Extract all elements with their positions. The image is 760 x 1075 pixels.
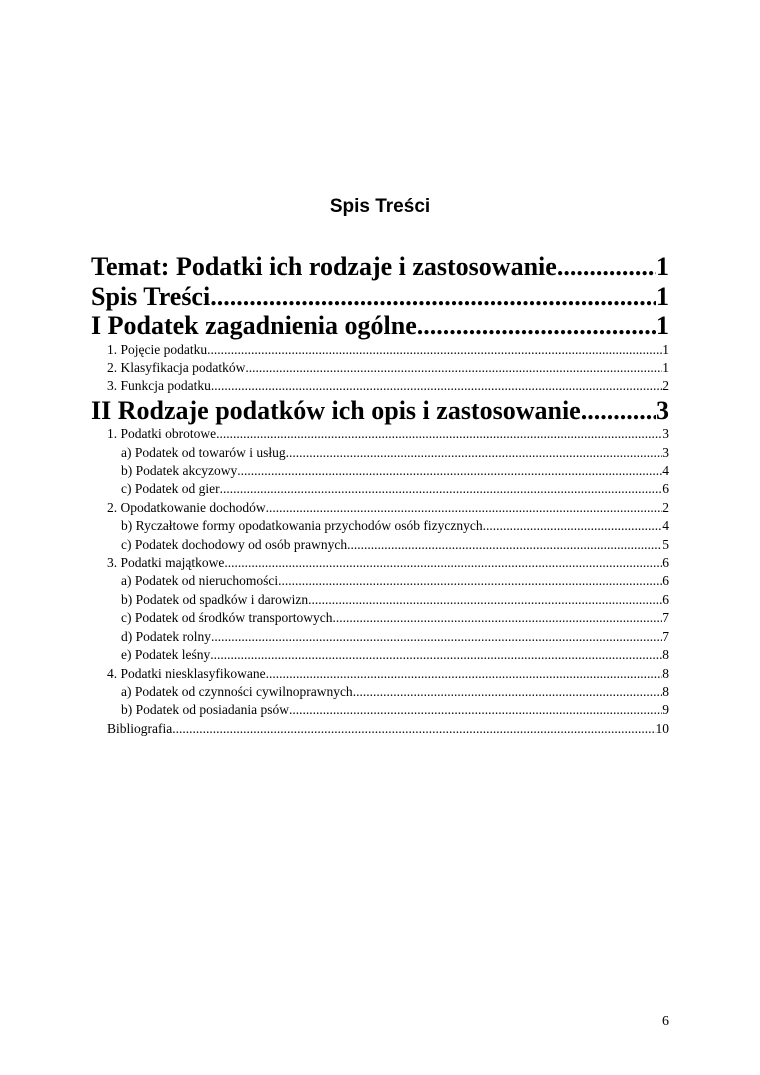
- toc-entry[interactable]: [91, 628, 669, 646]
- leader-dots: [286, 444, 663, 462]
- toc-entry-page: 3: [662, 426, 669, 442]
- leader-dots: [266, 665, 663, 683]
- toc-entry-page: 1: [662, 341, 669, 357]
- toc-entry-page: 3: [656, 395, 669, 425]
- toc-entry[interactable]: [91, 683, 669, 701]
- toc-heading: Spis Treści: [329, 196, 431, 217]
- leader-dots: [207, 341, 662, 359]
- leader-dots: [224, 554, 662, 572]
- toc-entry-label: 2. Opodatkowanie dochodów: [107, 499, 266, 515]
- toc-entry[interactable]: [91, 701, 669, 719]
- toc-entry-label: b) Podatek od spadków i darowizn: [121, 591, 309, 607]
- toc-entry-label: 3. Podatki majątkowe: [107, 555, 225, 571]
- toc-entry[interactable]: [91, 554, 669, 572]
- toc-entry-label: c) Podatek od gier: [121, 481, 220, 497]
- toc-entry-page: 3: [662, 444, 669, 460]
- leader-dots: [308, 591, 662, 609]
- toc-entry[interactable]: [91, 282, 669, 312]
- toc-entry-page: 5: [662, 536, 669, 552]
- toc-entry-label: I Podatek zagadnienia ogólne: [91, 311, 417, 340]
- toc-entry-label: a) Podatek od czynności cywilnoprawnych: [121, 683, 353, 699]
- toc-entry[interactable]: [91, 311, 669, 341]
- toc-entry-label: c) Podatek dochodowy od osób prawnych: [121, 536, 348, 552]
- toc-entry-page: 8: [662, 665, 669, 681]
- toc-entry[interactable]: [91, 396, 669, 426]
- toc-entry-label: Spis Treści: [91, 281, 211, 311]
- leader-dots: [210, 282, 656, 312]
- toc-entry-page: 2: [662, 499, 669, 515]
- toc-entry-page: 6: [662, 481, 669, 497]
- toc-entry-label: Temat: Podatki ich rodzaje i zastosowanie: [91, 252, 557, 281]
- leader-dots: [347, 536, 662, 554]
- toc-entry-page: 4: [662, 518, 669, 534]
- leader-dots: [581, 396, 656, 426]
- toc-entry-label: d) Podatek rolny: [121, 628, 211, 644]
- toc-entry-label: c) Podatek od środków transportowych: [121, 610, 333, 626]
- toc-entry[interactable]: [91, 359, 669, 377]
- toc-entry-label: 2. Klasyfikacja podatków: [107, 359, 246, 375]
- toc-entry[interactable]: [91, 425, 669, 443]
- toc-entry[interactable]: [91, 480, 669, 498]
- toc-entry-page: 6: [662, 573, 669, 589]
- leader-dots: [332, 609, 662, 627]
- toc-entry[interactable]: [91, 462, 669, 480]
- toc-entry[interactable]: [91, 646, 669, 664]
- toc-entry-page: 8: [662, 647, 669, 663]
- toc-entry-page: 1: [656, 252, 669, 281]
- toc-entry-page: 9: [662, 702, 669, 718]
- toc-entry-label: 1. Pojęcie podatku: [107, 341, 208, 357]
- leader-dots: [266, 499, 663, 517]
- toc-entry-page: 1: [662, 359, 669, 375]
- toc-entry[interactable]: [91, 252, 669, 282]
- toc-entry-label: b) Podatek akcyzowy: [121, 463, 238, 479]
- toc-entry-label: b) Ryczałtowe formy opodatkowania przychodów osób fizycznych: [121, 518, 483, 534]
- leader-dots: [211, 377, 662, 395]
- toc-entry-label: e) Podatek leśny: [121, 647, 211, 663]
- toc-entry[interactable]: [91, 572, 669, 590]
- leader-dots: [289, 701, 662, 719]
- toc-entry[interactable]: [91, 665, 669, 683]
- toc-entry[interactable]: [91, 720, 669, 738]
- toc-entry-page: 1: [656, 281, 669, 311]
- toc-entry[interactable]: [91, 591, 669, 609]
- toc-entry-page: 4: [662, 463, 669, 479]
- toc-entry[interactable]: [91, 499, 669, 517]
- toc-entry-page: 1: [656, 311, 669, 340]
- toc-entry-label: a) Podatek od nieruchomości: [121, 573, 279, 589]
- toc-entry-page: 6: [662, 591, 669, 607]
- leader-dots: [278, 572, 662, 590]
- toc-entry-label: 3. Funkcja podatku: [107, 378, 211, 394]
- toc-entry[interactable]: [91, 377, 669, 395]
- leader-dots: [353, 683, 663, 701]
- toc-entry-label: a) Podatek od towarów i usług: [121, 444, 286, 460]
- toc-entry[interactable]: [91, 444, 669, 462]
- leader-dots: [210, 646, 662, 664]
- leader-dots: [220, 480, 663, 498]
- leader-dots: [172, 720, 655, 738]
- toc-entry-page: 7: [662, 610, 669, 626]
- leader-dots: [417, 311, 656, 341]
- toc-entry-page: 8: [662, 683, 669, 699]
- leader-dots: [211, 628, 662, 646]
- leader-dots: [216, 425, 662, 443]
- toc-entry[interactable]: [91, 517, 669, 535]
- toc-entry-page: 2: [662, 378, 669, 394]
- toc-entry[interactable]: [91, 609, 669, 627]
- leader-dots: [245, 359, 662, 377]
- toc-entry-label: b) Podatek od posiadania psów: [121, 702, 289, 718]
- toc-entry-page: 6: [662, 555, 669, 571]
- leader-dots: [557, 252, 656, 282]
- toc-entry[interactable]: [91, 341, 669, 359]
- leader-dots: [483, 517, 663, 535]
- toc-entry-label: 4. Podatki niesklasyfikowane: [107, 665, 266, 681]
- toc-entry-label: 1. Podatki obrotowe: [107, 426, 217, 442]
- leader-dots: [237, 462, 662, 480]
- toc-entry-label: Bibliografia: [107, 720, 173, 736]
- toc-entry-page: 10: [655, 720, 669, 736]
- toc-entry-page: 7: [662, 628, 669, 644]
- table-of-contents: [91, 252, 669, 738]
- page-number: 6: [662, 1014, 669, 1029]
- toc-entry-label: II Rodzaje podatków ich opis i zastosowanie: [91, 395, 581, 425]
- toc-entry[interactable]: [91, 536, 669, 554]
